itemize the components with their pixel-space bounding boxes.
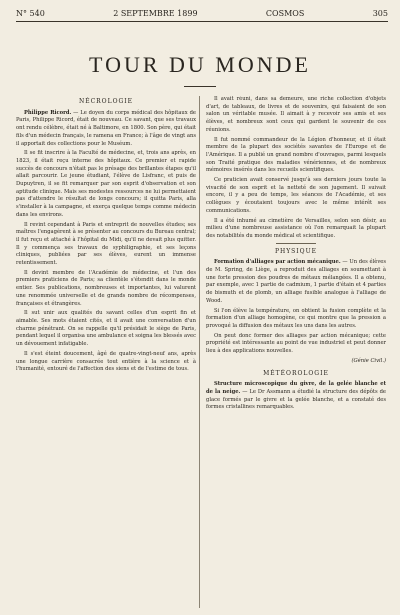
section-heading-necrologie: NÉCROLOGIE <box>78 98 134 105</box>
running-header <box>16 6 388 20</box>
source-citation: (Génie Civil.) <box>351 357 386 364</box>
right-column <box>206 96 386 608</box>
article-title-givre: Structure microscopique du givre, de la gelée blanche et de la neige. <box>206 381 386 395</box>
section-rule <box>276 243 316 244</box>
article-paragraph <box>206 259 386 305</box>
article-paragraph: Il s'est éteint doucement, âgé de quatre-vingt-neuf ans, après une longue carrière consacrée tout entière à la science et à l'humanité, entouré de l'affection des siens et de l'estime de tous. <box>16 350 196 373</box>
article-title-alliages: Formation d'alliages par action mécanique. <box>214 259 341 266</box>
article-title-ricord: Philippe Ricord. <box>24 109 72 116</box>
section-heading-physique: PHYSIQUE <box>274 247 318 255</box>
title-rule <box>184 86 216 87</box>
column-divider <box>199 96 200 608</box>
article-text: — Le doyen du corps médical des hôpitaux de Paris, Philippe Ricord, était de nouveau. Ce savant, que ses travaux ont rendu célèbre, était né à Baltimore, en 1800. Son père, qui était fils d'un médecin français, le ramena en France; à l'âge de vingt ans il apportait des collections pour le Muséum. <box>16 109 196 147</box>
article-paragraph: Ce praticien avait conservé jusqu'à ses derniers jours toute la vivacité de son esprit et la netteté de son jugement. Il suivait encore, il y a peu de temps, les séances de l'Académie, et ses collègues y écoutaient toujours avec le même intérêt ses communications. <box>206 177 386 214</box>
article-paragraph: Il revint cependant à Paris et entreprit de nouvelles études; ses maîtres l'engagèrent à se présenter au concours du Bureau central; il fut reçu et attaché à l'hôpital du Midi, qu'il ne devait plus quitter. Il y commença ses travaux de syphiligraphie, et ses leçons cliniques, publiées par ses élèves, eurent un immense retentissement. <box>16 221 196 267</box>
article-paragraph: Il a été inhumé au cimetière de Versailles, selon son désir, au milieu d'une nombreuse assistance où l'on remarquait la plupart des notabilités du monde médical et scientifique. <box>206 217 386 239</box>
article-text: — Le Dr Assmann a étudié la structure des dépôts de glace formés par le givre et la gelée blanche, et a constaté des formes cristallines remarquables. <box>206 388 386 411</box>
article-paragraph: Il devint membre de l'Académie de médecine, et l'un des premiers praticiens de Paris; sa clientèle s'étendit dans le monde entier. Ses publications, nombreuses et importantes, lui valurent une renommée universelle et de grands nombre de récompenses, françaises et étrangères. <box>16 269 196 307</box>
article-paragraph <box>206 381 386 412</box>
article-text: — Un des élèves de M. Spring, de Liège, a reproduit des alliages en soumettant à une forte pression des poudres de métaux mélangées. Il a obtenu, par exemple, avec 1 partie de cadmium, 1 partie d'étain et 4 parties de bismuth et de plomb, un alliage fusible analogue à l'alliage de Wood. <box>206 259 386 304</box>
article-paragraph: Si l'on élève la température, on obtient la fusion complète et la formation d'un alliage homogène, ce qui montre que la pression a provoqué la diffusion des métaux les uns dans les autres. <box>206 307 386 329</box>
header-rule <box>16 21 388 22</box>
article-paragraph <box>16 110 196 149</box>
article-paragraph: Il se fit inscrire à la Faculté de médecine, et, trois ans après, en 1823, il était reçu interne des hôpitaux. Ce premier et rapide succès de concours n'était pas le présage des brillantes étapes qu'il allait parcourir. Le jeune étudiant, l'élève de Lisfranc, et puis de Dupuytren, il se fit remarquer par son esprit d'observation et son aptitude clinique. Mais ses modestes ressources ne lui permettaient pas d'attendre le résultat de longs concours; il quitta Paris, alla s'installer à la campagne, et exerça quelque temps comme médecin dans les environs. <box>16 150 196 218</box>
left-column <box>16 96 196 608</box>
page-title: TOUR DU MONDE <box>89 52 311 77</box>
section-heading-meteorologie: MÉTÉOROLOGIE <box>263 369 329 377</box>
journal-name: COSMOS <box>265 8 305 18</box>
issue-number: N° 540 <box>16 8 45 18</box>
article-paragraph: On peut donc former des alliages par action mécanique; cette propriété est intéressante au point de vue industriel et peut donner lieu à des applications nouvelles. <box>206 332 386 355</box>
article-paragraph: Il fut nommé commandeur de la Légion d'honneur, et il était membre de la plupart des sociétés savantes de l'Europe et de l'Amérique. Il a publié un grand nombre d'ouvrages, parmi lesquels son Traité pratique des maladies vénériennes, et de nombreux mémoires insérés dans les recueils scientifiques. <box>206 136 386 174</box>
page-number: 305 <box>372 8 388 18</box>
article-paragraph: Il avait réuni, dans sa demeure, une riche collection d'objets d'art, de tableaux, de livres et de souvenirs, qui faisaient de son salon un véritable musée. Il aimait à y recevoir ses amis et ses élèves, et nombreux sont ceux qui gardent le souvenir de ces réunions. <box>206 96 386 133</box>
issue-date: 2 SEPTEMBRE 1899 <box>113 8 198 18</box>
article-paragraph: Il sut unir aux qualités du savant celles d'un esprit fin et aimable. Ses mots étaient cités, et il avait une conversation d'un charme pénétrant. On se rappelle qu'il présidait le siège de Paris, pendant lequel il organisa une ambulance et soigna les blessés avec un dévouement infatigable. <box>16 310 196 348</box>
